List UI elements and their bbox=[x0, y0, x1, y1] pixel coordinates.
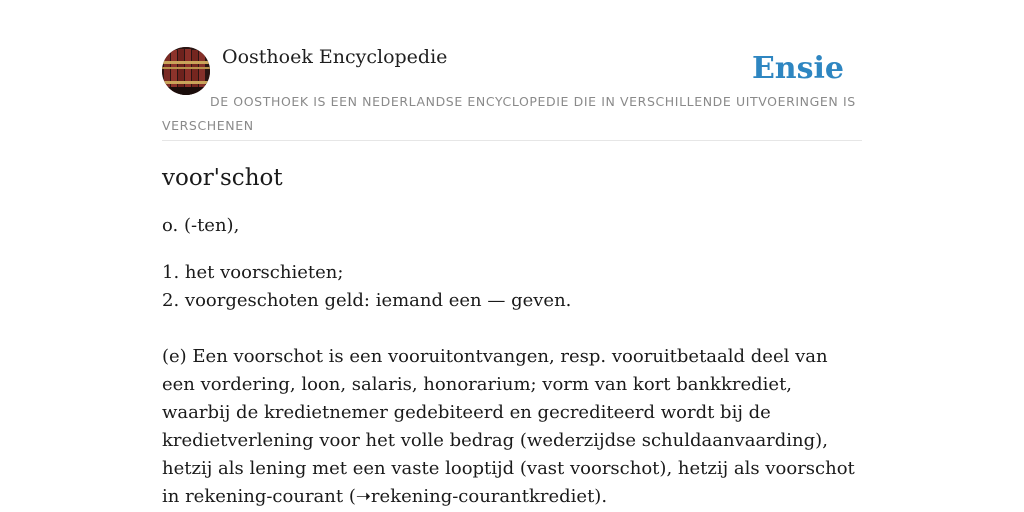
ensie-logo-link[interactable]: Ensie bbox=[751, 51, 844, 86]
entry-grammar: o. (-ten), bbox=[162, 215, 240, 236]
entry-body: (e) Een voorschot is een vooruitontvangen, resp. vooruitbetaald deel van een vordering, loon, salaris, honorarium; vorm van kort bankkrediet, waarbij de kredietnemer gedebiteerd en gecrediteerd wordt bij de kredietverlening voor het volle bedrag (wederzijdse schuldaanvaarding), hetzij als lening met een vaste looptijd (vast voorschot), hetzij als voorschot in rekening-courant (➝rekening-courantkrediet). bbox=[162, 346, 855, 507]
site-header bbox=[162, 0, 862, 141]
books-image bbox=[162, 47, 210, 95]
site-tagline: DE OOSTHOEK IS EEN NEDERLANDSE ENCYCLOPEDIE DIE IN VERSCHILLENDE UITVOERINGEN IS VERSCHENEN bbox=[162, 94, 856, 133]
definition-list bbox=[162, 259, 862, 315]
entry-article bbox=[162, 160, 862, 511]
definition-item: 1. het voorschieten; bbox=[162, 262, 344, 283]
site-name[interactable]: Oosthoek Encyclopedie bbox=[222, 46, 448, 68]
definition-item: 2. voorgeschoten geld: iemand een — geven. bbox=[162, 290, 572, 311]
encyclopedia-books-avatar[interactable] bbox=[162, 47, 210, 95]
page-container bbox=[162, 0, 862, 507]
entry-title: voor'schot bbox=[162, 165, 283, 191]
